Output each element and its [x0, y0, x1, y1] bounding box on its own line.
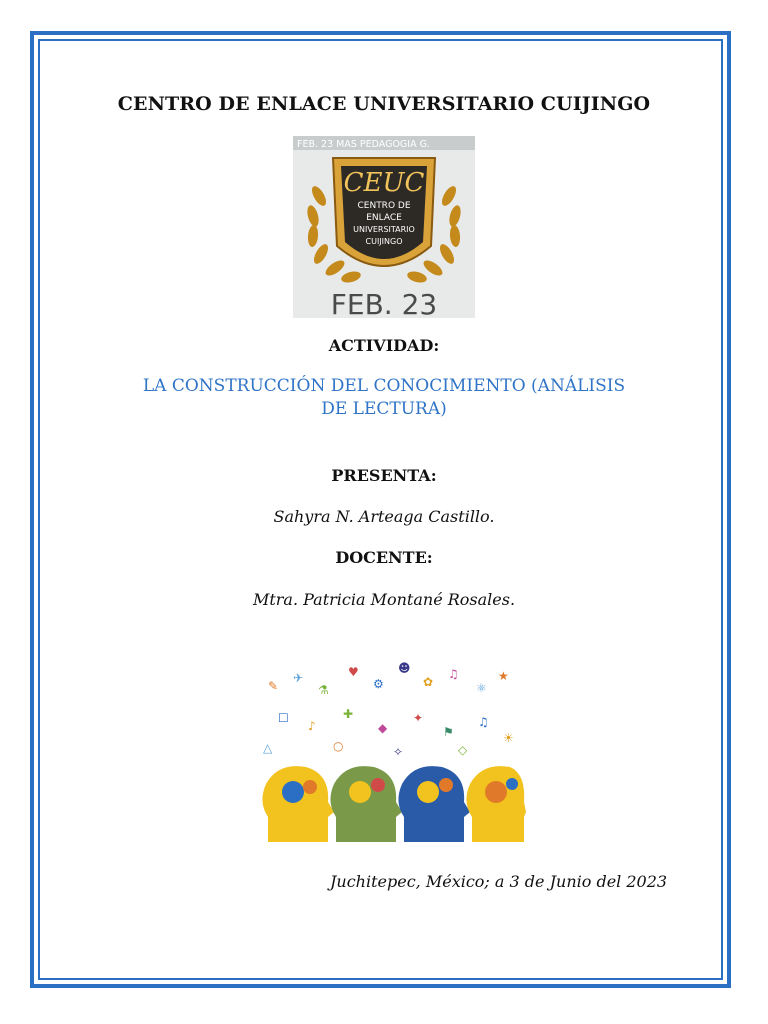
- svg-text:♫: ♫: [478, 715, 489, 729]
- svg-text:△: △: [263, 741, 273, 755]
- institution-title: CENTRO DE ENLACE UNIVERSITARIO CUIJINGO: [117, 93, 651, 115]
- svg-text:CUIJINGO: CUIJINGO: [365, 237, 403, 246]
- svg-text:★: ★: [498, 669, 509, 683]
- svg-text:⚛: ⚛: [476, 681, 487, 695]
- logo-top-caption: FEB. 23 MAS PEDAGOGIA G.: [297, 139, 430, 150]
- svg-text:✎: ✎: [268, 679, 279, 693]
- svg-text:☐: ☐: [278, 711, 289, 725]
- svg-text:⚑: ⚑: [443, 725, 454, 739]
- svg-text:○: ○: [333, 739, 344, 753]
- docente-label: DOCENTE:: [335, 548, 433, 567]
- svg-text:♥: ♥: [348, 665, 359, 679]
- knowledge-heads-illustration: [248, 652, 526, 842]
- svg-text:⚙: ⚙: [373, 677, 384, 691]
- svg-text:✿: ✿: [423, 675, 434, 689]
- svg-text:✦: ✦: [413, 711, 424, 725]
- teacher-name: Mtra. Patricia Montané Rosales.: [252, 590, 516, 609]
- svg-text:ENLACE: ENLACE: [366, 213, 402, 223]
- logo-bottom-caption: FEB. 23: [330, 288, 438, 318]
- student-name: Sahyra N. Arteaga Castillo.: [273, 507, 495, 526]
- svg-text:♫: ♫: [448, 667, 459, 681]
- svg-text:◆: ◆: [378, 721, 388, 735]
- svg-text:✧: ✧: [393, 745, 404, 759]
- svg-text:UNIVERSITARIO: UNIVERSITARIO: [353, 225, 415, 234]
- svg-text:✈: ✈: [293, 671, 304, 685]
- svg-text:◇: ◇: [458, 743, 468, 757]
- svg-text:♪: ♪: [308, 719, 316, 733]
- svg-text:CENTRO DE: CENTRO DE: [357, 201, 411, 211]
- svg-text:☀: ☀: [503, 731, 514, 745]
- svg-text:☻: ☻: [398, 661, 411, 675]
- place-date: Juchitepec, México; a 3 de Junio del 2023: [330, 872, 668, 891]
- svg-text:⚗: ⚗: [318, 683, 329, 697]
- ceuc-logo-image: [293, 136, 475, 318]
- svg-text:✚: ✚: [343, 707, 354, 721]
- activity-label: ACTIVIDAD:: [328, 336, 440, 355]
- presenta-label: PRESENTA:: [331, 466, 437, 485]
- activity-title: LA CONSTRUCCIÓN DEL CONOCIMIENTO (ANÁLISIS DE LECTURA): [142, 376, 626, 419]
- logo-acronym: CEUC: [343, 168, 425, 198]
